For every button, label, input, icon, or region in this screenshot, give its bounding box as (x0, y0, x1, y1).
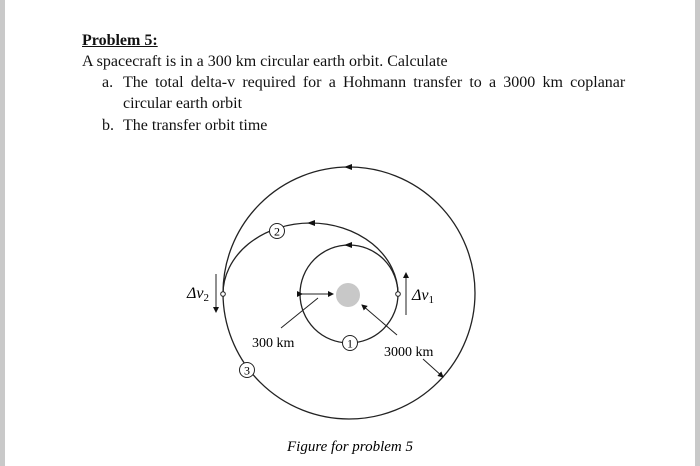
orbit-2-marker (270, 224, 285, 239)
outer-alt-leader (362, 305, 397, 335)
dv2-label: Δv2 (187, 285, 209, 304)
outer-alt-label: 3000 km (384, 345, 434, 360)
direction-arrow-icon (344, 242, 352, 248)
svg-text:3: 3 (244, 363, 250, 378)
orbit-1-marker (343, 336, 358, 351)
svg-text:1: 1 (347, 336, 353, 351)
direction-arrow-icon (307, 220, 315, 226)
problem-title: Problem 5: (82, 32, 158, 49)
problem-intro: A spacecraft is in a 300 km circular earth orbit. Calculate (82, 53, 448, 70)
dv1-label: Δv1 (412, 287, 434, 306)
orbit-3-marker (240, 363, 255, 378)
inner-alt-label: 300 km (252, 336, 295, 351)
item-a-line2: circular earth orbit (123, 95, 243, 112)
transfer-orbit (223, 223, 398, 294)
earth (336, 283, 360, 307)
svg-text:2: 2 (274, 224, 280, 239)
item-b-line1: The transfer orbit time (123, 117, 268, 134)
item-b-marker: b. (102, 117, 114, 134)
outer-alt-arrow (423, 359, 443, 377)
figure-caption: Figure for problem 5 (287, 439, 413, 455)
burn-point-1 (396, 292, 401, 297)
item-a-marker: a. (102, 74, 114, 91)
burn-point-2 (221, 292, 226, 297)
inner-alt-leader (281, 298, 318, 328)
item-a-line1: The total delta-v required for a Hohmann transfer to a 3000 km coplanar (123, 74, 626, 91)
direction-arrow-icon (344, 164, 352, 170)
